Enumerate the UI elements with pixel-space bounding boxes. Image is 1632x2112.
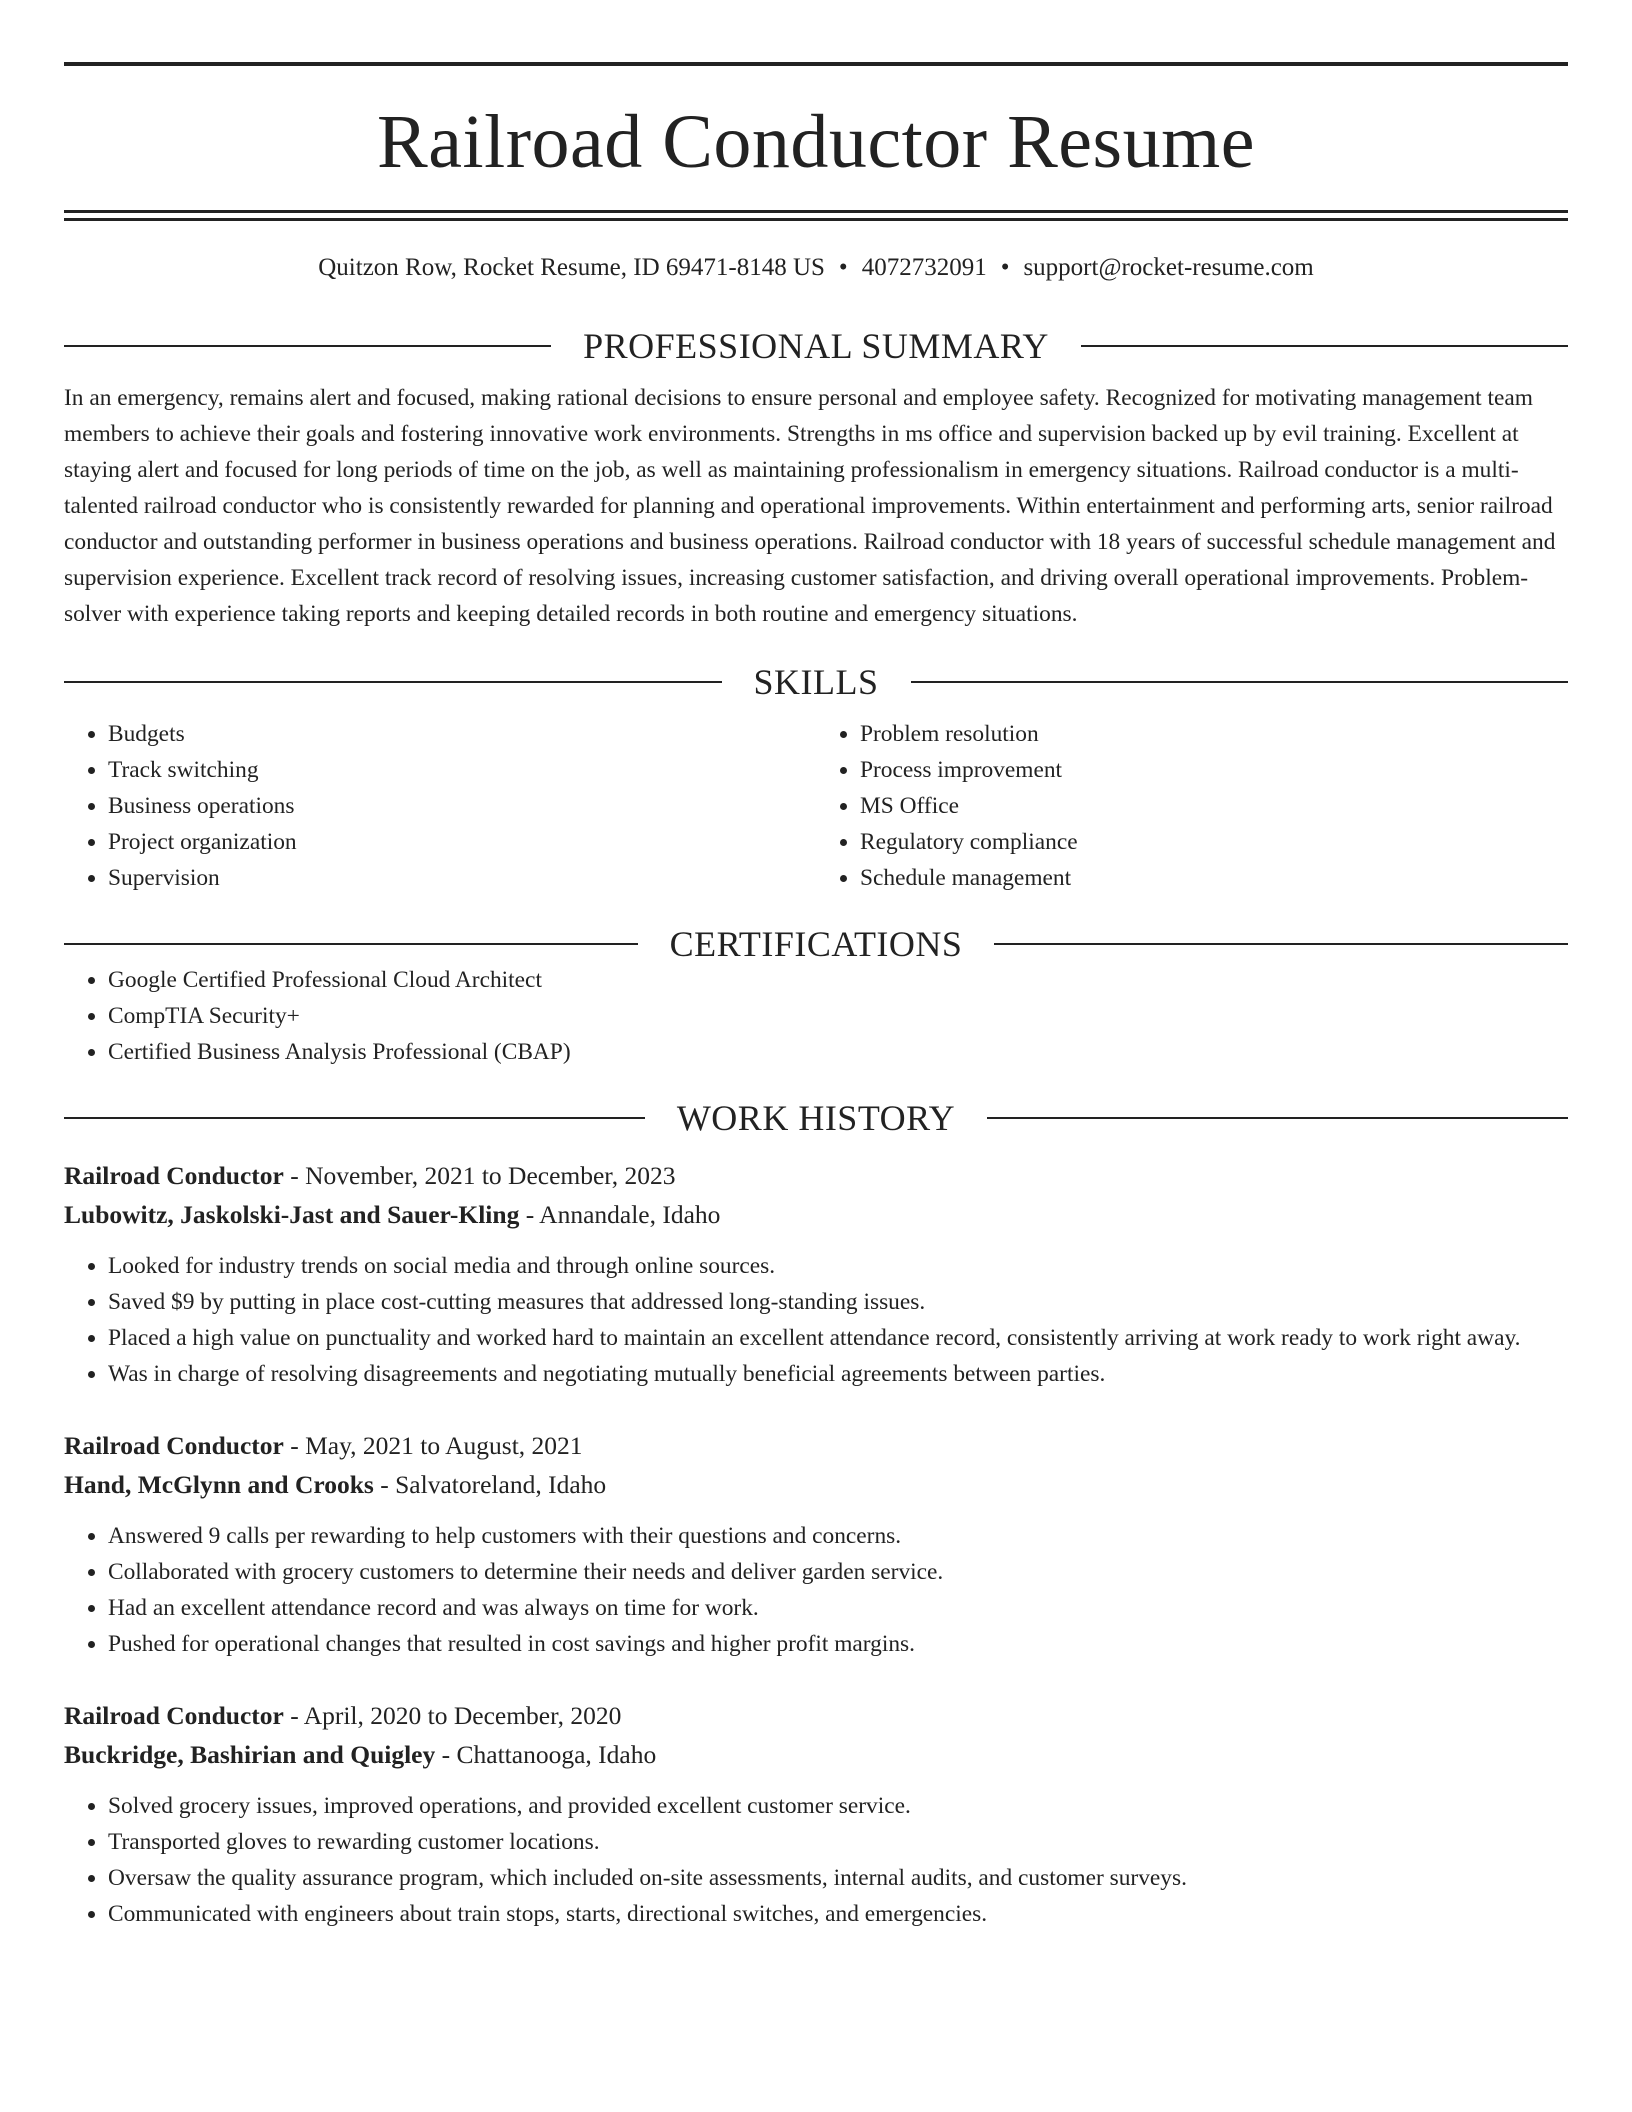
section-rule-left xyxy=(64,345,551,347)
summary-heading: PROFESSIONAL SUMMARY xyxy=(583,326,1049,366)
job-dates: April, 2020 to December, 2020 xyxy=(303,1701,622,1730)
job-title-line: Railroad Conductor - November, 2021 to December, 2023 xyxy=(64,1161,676,1190)
contact-separator: • xyxy=(1000,254,1010,281)
job-dates: May, 2021 to August, 2021 xyxy=(305,1431,583,1460)
skills-list-right xyxy=(816,716,1568,896)
job-duties-list xyxy=(64,1248,1568,1392)
certifications-section-header xyxy=(64,926,1568,962)
job-duty: • Pushed for operational changes that resulted in cost savings and higher profit margins. xyxy=(108,1626,1568,1662)
job-location: Annandale, Idaho xyxy=(539,1200,721,1229)
job-entry xyxy=(64,1696,1568,1932)
job-duty: • Had an excellent attendance record and was always on time for work. xyxy=(108,1590,1568,1626)
certifications-list xyxy=(64,962,1568,1070)
skills-section-header xyxy=(64,664,1568,700)
job-company-line: Lubowitz, Jaskolski-Jast and Sauer-Kling - Annandale, Idaho xyxy=(64,1200,721,1229)
section-rule-right xyxy=(1081,345,1568,347)
section-rule-right xyxy=(987,1117,1568,1119)
summary-section-header xyxy=(64,328,1568,364)
skill-item: • Schedule management xyxy=(860,860,1568,896)
job-duty: • Communicated with engineers about train stops, starts, directional switches, and emergencies. xyxy=(108,1896,1568,1932)
skill-item: • Supervision xyxy=(108,860,816,896)
job-company: Buckridge, Bashirian and Quigley xyxy=(64,1740,436,1769)
job-duty: • Collaborated with grocery customers to determine their needs and deliver garden service. xyxy=(108,1554,1568,1590)
skills-list-left xyxy=(64,716,816,896)
job-location: Salvatoreland, Idaho xyxy=(395,1470,607,1499)
job-duty: • Was in charge of resolving disagreements and negotiating mutually beneficial agreements between parties. xyxy=(108,1356,1568,1392)
work-history-heading: WORK HISTORY xyxy=(676,1098,956,1138)
top-rule xyxy=(64,62,1568,66)
job-duty: • Answered 9 calls per rewarding to help customers with their questions and concerns. xyxy=(108,1518,1568,1554)
contact-address: Quitzon Row, Rocket Resume, ID 69471-8148 US xyxy=(318,254,825,281)
job-company-line: Hand, McGlynn and Crooks - Salvatoreland, Idaho xyxy=(64,1470,607,1499)
skill-item: • Budgets xyxy=(108,716,816,752)
skills-grid xyxy=(64,716,1568,896)
job-duties-list xyxy=(64,1788,1568,1932)
job-duty: • Transported gloves to rewarding customer locations. xyxy=(108,1824,1568,1860)
job-duty: • Saved $9 by putting in place cost-cutting measures that addressed long-standing issues. xyxy=(108,1284,1568,1320)
contact-phone: 4072732091 xyxy=(861,254,987,281)
job-role: Railroad Conductor xyxy=(64,1701,284,1730)
skill-item: • Business operations xyxy=(108,788,816,824)
section-rule-right xyxy=(911,681,1569,683)
job-duty: • Solved grocery issues, improved operations, and provided excellent customer service. xyxy=(108,1788,1568,1824)
job-title-line: Railroad Conductor - April, 2020 to December, 2020 xyxy=(64,1701,622,1730)
skill-item: • MS Office xyxy=(860,788,1568,824)
certification-item: • CompTIA Security+ xyxy=(108,998,1568,1034)
job-company-line: Buckridge, Bashirian and Quigley - Chattanooga, Idaho xyxy=(64,1740,657,1769)
job-entry xyxy=(64,1426,1568,1662)
job-dates: November, 2021 to December, 2023 xyxy=(305,1161,676,1190)
job-role: Railroad Conductor xyxy=(64,1431,284,1460)
job-company: Lubowitz, Jaskolski-Jast and Sauer-Kling xyxy=(64,1200,520,1229)
job-title-line: Railroad Conductor - May, 2021 to August, 2021 xyxy=(64,1431,583,1460)
job-duty: • Placed a high value on punctuality and worked hard to maintain an excellent attendance record, consistently arriving at work ready to work right away. xyxy=(108,1320,1568,1356)
skill-item: • Project organization xyxy=(108,824,816,860)
job-location: Chattanooga, Idaho xyxy=(456,1740,657,1769)
job-role: Railroad Conductor xyxy=(64,1161,284,1190)
skill-item: • Process improvement xyxy=(860,752,1568,788)
contact-email: support@rocket-resume.com xyxy=(1023,254,1314,281)
skill-item: • Track switching xyxy=(108,752,816,788)
job-entry xyxy=(64,1156,1568,1392)
work-history-section-header xyxy=(64,1100,1568,1136)
section-rule-right xyxy=(994,943,1568,945)
certification-item: • Google Certified Professional Cloud Architect xyxy=(108,962,1568,998)
summary-text: In an emergency, remains alert and focused, making rational decisions to ensure personal and employee safety. Recognized for motivating management team members to achieve their goals and fostering innovative work environments. Strengths in ms office and supervision backed up by evil training. Excellent at staying alert and focused for long periods of time on the job, as well as maintaining professionalism in emergency situations. Railroad conductor is a multi-talented railroad conductor who is consistently rewarded for planning and operational improvements. Within entertainment and performing arts, senior railroad conductor and outstanding performer in business operations and business operations. Railroad conductor with 18 years of successful schedule management and supervision experience. Excellent track record of resolving issues, increasing customer satisfaction, and driving overall operational improvements. Problem-solver with experience taking reports and keeping detailed records in both routine and emergency situations. xyxy=(64,385,1556,627)
skill-item: • Problem resolution xyxy=(860,716,1568,752)
skills-heading: SKILLS xyxy=(753,662,879,702)
resume-page xyxy=(64,62,1568,1932)
resume-title: Railroad Conductor Resume xyxy=(377,100,1255,184)
contact-line xyxy=(64,255,1568,280)
job-duty: • Oversaw the quality assurance program, which included on-site assessments, internal audits, and customer surveys. xyxy=(108,1860,1568,1896)
section-rule-left xyxy=(64,1117,645,1119)
certification-item: • Certified Business Analysis Professional (CBAP) xyxy=(108,1034,1568,1070)
job-duties-list xyxy=(64,1518,1568,1662)
section-rule-left xyxy=(64,681,722,683)
certifications-heading: CERTIFICATIONS xyxy=(669,924,963,964)
contact-separator: • xyxy=(838,254,848,281)
skill-item: • Regulatory compliance xyxy=(860,824,1568,860)
job-company: Hand, McGlynn and Crooks xyxy=(64,1470,374,1499)
job-duty: • Looked for industry trends on social media and through online sources. xyxy=(108,1248,1568,1284)
section-rule-left xyxy=(64,943,638,945)
title-double-rule xyxy=(64,210,1568,221)
